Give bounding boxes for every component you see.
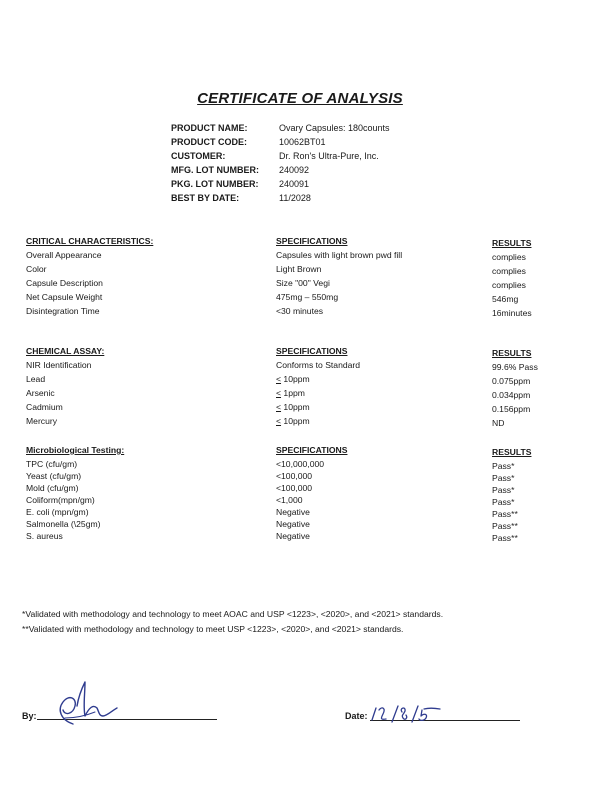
table-row — [26, 360, 586, 374]
test-spec: <10,000,000 — [276, 459, 325, 469]
customer-row — [171, 151, 390, 165]
results-header: RESULTS — [492, 238, 532, 248]
section-title: Microbiological Testing: — [26, 445, 125, 455]
info-label: BEST BY DATE: — [171, 193, 240, 203]
info-value: 240091 — [279, 179, 310, 189]
section-title: CHEMICAL ASSAY: — [26, 346, 105, 356]
table-row — [26, 306, 586, 320]
less-equal-symbol: < — [276, 374, 282, 384]
info-value: Ovary Capsules: 180counts — [279, 123, 390, 133]
test-name: Coliform(mpn/gm) — [26, 495, 95, 505]
table-row — [26, 250, 586, 264]
test-spec: <100,000 — [276, 471, 313, 481]
test-spec: <100,000 — [276, 483, 313, 493]
test-spec — [276, 402, 310, 412]
info-label: MFG. LOT NUMBER: — [171, 165, 259, 175]
test-name: Capsule Description — [26, 278, 103, 288]
test-result: Pass* — [492, 473, 515, 483]
critical-characteristics-section — [26, 236, 586, 320]
spec-value: 10ppm — [281, 402, 310, 412]
footnote: **Validated with methodology and technology to meet USP <1223>, <2020>, and <2021> standards. — [22, 624, 404, 634]
test-result: complies — [492, 252, 526, 262]
table-row — [26, 388, 586, 402]
test-name: Mercury — [26, 416, 58, 426]
mfg-lot-row — [171, 165, 390, 179]
test-result: Pass* — [492, 461, 515, 471]
info-value: 240092 — [279, 165, 310, 175]
test-result: Pass** — [492, 509, 518, 519]
date-label: Date: — [345, 711, 368, 721]
test-name: Lead — [26, 374, 46, 384]
test-result: complies — [492, 266, 526, 276]
test-result: 546mg — [492, 294, 519, 304]
section-header — [26, 236, 586, 250]
test-name: TPC (cfu/gm) — [26, 459, 78, 469]
product-code-row — [171, 137, 390, 151]
test-name: E. coli (mpn/gm) — [26, 507, 89, 517]
test-spec: Capsules with light brown pwd fill — [276, 250, 403, 260]
test-spec: Light Brown — [276, 264, 322, 274]
test-spec — [276, 416, 310, 426]
table-row — [26, 416, 586, 430]
test-spec: Negative — [276, 507, 310, 517]
test-spec: Negative — [276, 531, 310, 541]
test-name: Net Capsule Weight — [26, 292, 103, 302]
less-equal-symbol: < — [276, 388, 282, 398]
table-row — [26, 459, 586, 471]
footnotes — [22, 609, 443, 639]
test-result: 0.075ppm — [492, 376, 531, 386]
results-header: RESULTS — [492, 348, 532, 358]
test-name: Arsenic — [26, 388, 55, 398]
specifications-header: SPECIFICATIONS — [276, 346, 348, 356]
section-header — [26, 445, 586, 459]
table-row — [26, 264, 586, 278]
spec-value: 10ppm — [281, 374, 310, 384]
footnote: *Validated with methodology and technology to meet AOAC and USP <1223>, <2020>, and <2021> standards. — [22, 609, 444, 619]
test-spec: <1,000 — [276, 495, 303, 505]
info-label: PRODUCT CODE: — [171, 137, 247, 147]
table-row — [26, 374, 586, 388]
section-title: CRITICAL CHARACTERISTICS: — [26, 236, 154, 246]
test-spec: Conforms to Standard — [276, 360, 361, 370]
test-result: 16minutes — [492, 308, 532, 318]
info-value: 10062BT01 — [279, 137, 326, 147]
test-result: 0.156ppm — [492, 404, 531, 414]
test-result: ND — [492, 418, 505, 428]
table-row — [26, 519, 586, 531]
test-name: Overall Appearance — [26, 250, 102, 260]
product-info — [171, 123, 390, 207]
spec-value: 1ppm — [281, 388, 305, 398]
document-title: CERTIFICATE OF ANALYSIS — [197, 90, 403, 107]
section-header — [26, 346, 586, 360]
by-label: By: — [22, 711, 37, 721]
pkg-lot-row — [171, 179, 390, 193]
test-spec: 475mg – 550mg — [276, 292, 339, 302]
test-spec: Size "00" Vegi — [276, 278, 330, 288]
info-label: PKG. LOT NUMBER: — [171, 179, 259, 189]
test-name: Yeast (cfu/gm) — [26, 471, 82, 481]
results-header: RESULTS — [492, 447, 532, 457]
test-name: Cadmium — [26, 402, 63, 412]
test-result: Pass* — [492, 485, 515, 495]
test-spec — [276, 388, 305, 398]
test-name: Salmonella (\25gm) — [26, 519, 101, 529]
chemical-assay-section — [26, 346, 586, 430]
specifications-header: SPECIFICATIONS — [276, 236, 348, 246]
handwritten-date — [368, 700, 448, 726]
microbiological-testing-section — [26, 445, 586, 543]
test-name: S. aureus — [26, 531, 63, 541]
table-row — [26, 483, 586, 495]
product-name-row — [171, 123, 390, 137]
info-label: CUSTOMER: — [171, 151, 226, 161]
less-equal-symbol: < — [276, 416, 282, 426]
table-row — [26, 402, 586, 416]
table-row — [26, 507, 586, 519]
test-name: Mold (cfu/gm) — [26, 483, 79, 493]
test-spec: <30 minutes — [276, 306, 324, 316]
spec-value: 10ppm — [281, 416, 310, 426]
less-equal-symbol: < — [276, 402, 282, 412]
test-result: 99.6% Pass — [492, 362, 538, 372]
info-label: PRODUCT NAME: — [171, 123, 248, 133]
test-name: NIR Identification — [26, 360, 92, 370]
test-result: complies — [492, 280, 526, 290]
info-value: 11/2028 — [279, 193, 311, 203]
table-row — [26, 531, 586, 543]
table-row — [26, 278, 586, 292]
test-name: Color — [26, 264, 47, 274]
test-result: Pass* — [492, 497, 515, 507]
info-value: Dr. Ron's Ultra-Pure, Inc. — [279, 151, 379, 161]
table-row — [26, 471, 586, 483]
specifications-header: SPECIFICATIONS — [276, 445, 348, 455]
test-result: Pass** — [492, 521, 518, 531]
handwritten-signature — [55, 680, 125, 726]
test-spec — [276, 374, 310, 384]
table-row — [26, 292, 586, 306]
test-name: Disintegration Time — [26, 306, 100, 316]
test-result: Pass** — [492, 533, 518, 543]
test-spec: Negative — [276, 519, 310, 529]
test-result: 0.034ppm — [492, 390, 531, 400]
table-row — [26, 495, 586, 507]
best-by-row — [171, 193, 390, 207]
